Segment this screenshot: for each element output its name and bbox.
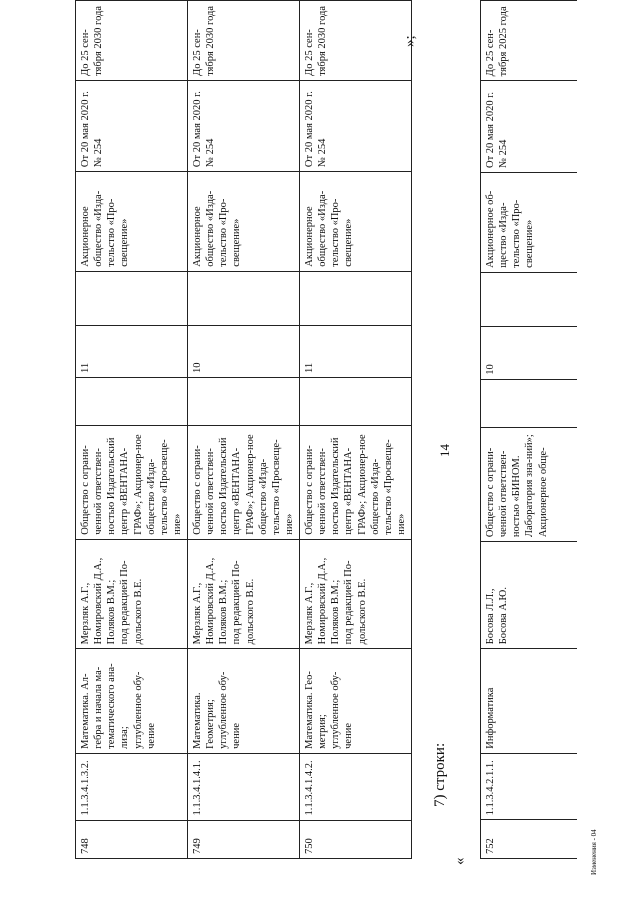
subject-cell: Математика. Геометрия; углубленное обу-чение [188, 649, 300, 754]
empty-cell [481, 272, 577, 326]
row-code-cell: 1.1.3.4.1.4.2. [300, 753, 412, 820]
section-label: 7) строки: [432, 742, 448, 807]
opening-quote: « [452, 857, 468, 865]
table-row [188, 1, 300, 859]
row-number-cell: 752 [481, 820, 577, 859]
current-publisher-cell: Акционерное общество «Изда-тельство «Про-свещение» [300, 172, 412, 272]
row-code-cell: 1.1.3.4.1.3.2. [76, 753, 188, 820]
order-cell: От 20 мая 2020 г. № 254 [481, 81, 577, 173]
table-body [76, 1, 412, 859]
page-number: 14 [437, 444, 452, 457]
textbook-table-continued [480, 0, 577, 859]
authors-cell: Мерзляк А.Г., Номировский Д.А., Поляков В.М.; под редакцией По-дольского В.Е. [76, 539, 188, 649]
empty-cell [188, 271, 300, 325]
authors-cell: Босова Л.Л., Босова А.Ю. [481, 542, 577, 649]
table-body-continued [481, 1, 577, 859]
empty-cell [188, 377, 300, 425]
subject-cell: Информатика [481, 649, 577, 753]
order-cell: От 20 мая 2020 г. № 254 [188, 80, 300, 171]
table-row [76, 1, 188, 859]
current-publisher-cell: Акционерное общество «Изда-тельство «Про-свещение» [188, 172, 300, 272]
empty-cell [300, 271, 412, 325]
row-code-cell: 1.1.3.4.2.1.1. [481, 753, 577, 820]
deadline-cell: До 25 сен-тября 2030 года [188, 1, 300, 81]
empty-cell [481, 379, 577, 427]
table-row [300, 1, 412, 859]
grade-cell: 11 [76, 325, 188, 377]
subject-cell: Математика. Ал-гебра и начала ма-тематического ана-лиза; углубленное обу-чение [76, 649, 188, 754]
row-number-cell: 750 [300, 820, 412, 858]
empty-cell [76, 377, 188, 425]
row-number-cell: 749 [188, 820, 300, 858]
current-publisher-cell: Акционерное общество «Изда-тельство «Про-свещение» [76, 172, 188, 272]
authors-cell: Мерзляк А.Г., Номировский Д.А., Поляков В.М.; под редакцией По-дольского В.Е. [188, 539, 300, 649]
grade-cell: 11 [300, 325, 412, 377]
row-code-cell: 1.1.3.4.1.4.1. [188, 753, 300, 820]
deadline-cell: До 25 сен-тября 2030 года [300, 1, 412, 81]
publisher-cell: Общество с ограни-ченной ответствен-ностью «БИНОМ. Лаборатория зна-ний»; Акционерное обще- [481, 427, 577, 541]
footer-note: Изменения - 04 [590, 829, 598, 875]
publisher-cell: Общество с ограни-ченной ответствен-ностью Издательский центр «ВЕНТАНА-ГРАФ»; Акционер-ное общество «Изда-тельство «Просвеще-ние» [76, 425, 188, 539]
order-cell: От 20 мая 2020 г. № 254 [76, 80, 188, 171]
empty-cell [76, 271, 188, 325]
table-row [481, 1, 577, 859]
textbook-table [75, 0, 412, 859]
empty-cell [300, 377, 412, 425]
deadline-cell: До 25 сен-тября 2030 года [76, 1, 188, 81]
publisher-cell: Общество с ограни-ченной ответствен-ностью Издательский центр «ВЕНТАНА-ГРАФ»; Акционер-ное общество «Изда-тельство «Просвеще-ние» [300, 425, 412, 539]
order-cell: От 20 мая 2020 г. № 254 [300, 80, 412, 171]
authors-cell: Мерзляк А.Г., Номировский Д.А., Поляков В.М.; под редакцией По-дольского В.Е. [300, 539, 412, 649]
current-publisher-cell: Акционерное об-щество «Изда-тельство «Про-свещение» [481, 172, 577, 272]
subject-cell: Математика. Гео-метрия; углубленное обу-чение [300, 649, 412, 754]
grade-cell: 10 [188, 325, 300, 377]
publisher-cell: Общество с ограни-ченной ответствен-ностью Издательский центр «ВЕНТАНА-ГРАФ»; Акционер-ное общество «Изда-тельство «Просвеще-ние» [188, 425, 300, 539]
closing-quote: »; [402, 35, 418, 47]
grade-cell: 10 [481, 327, 577, 380]
row-number-cell: 748 [76, 820, 188, 858]
deadline-cell: До 25 сен-тября 2025 года [481, 1, 577, 81]
